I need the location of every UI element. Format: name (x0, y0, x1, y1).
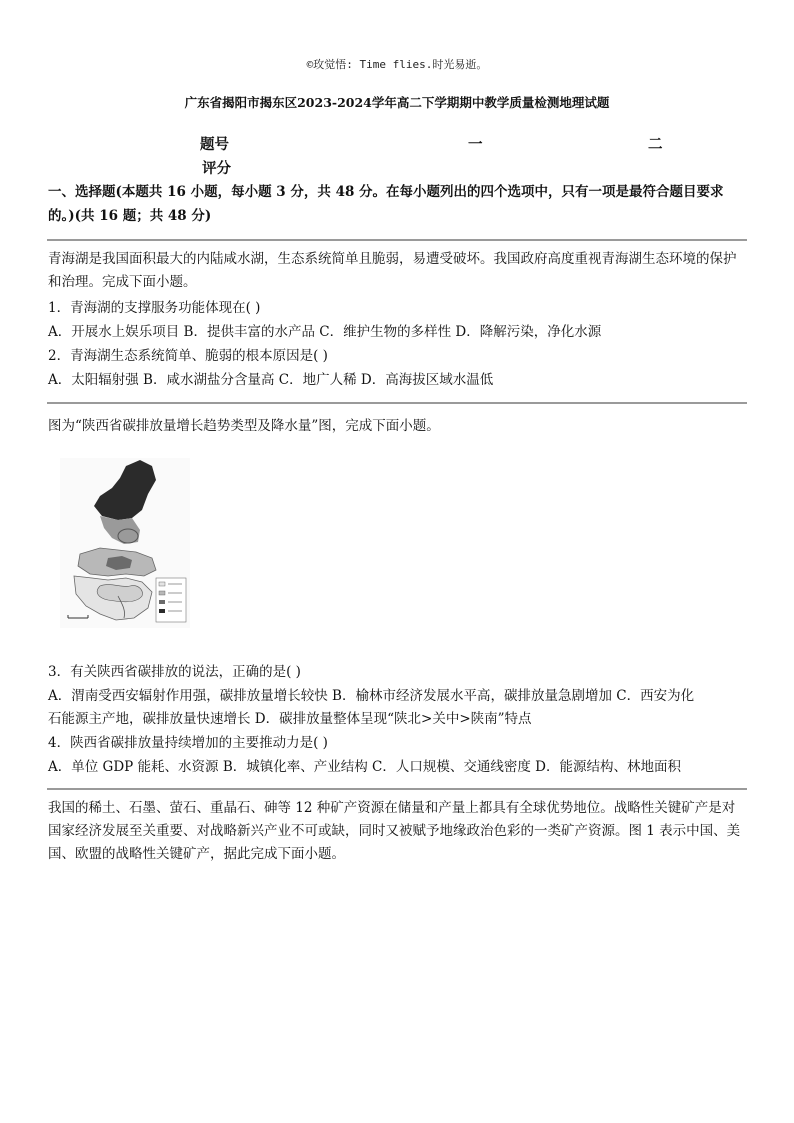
question-1-options: A．开展水上娱乐项目 B．提供丰富的水产品 C．维护生物的多样性 D．降解污染，净化水源 (48, 324, 602, 340)
question-3: 3．有关陕西省碳排放的说法，正确的是( ) (48, 664, 301, 680)
question-4-options: A．单位 GDP 能耗、水资源 B．城镇化率、产业结构 C．人口规模、交通线密度 D．能源结构、林地面积 (48, 759, 681, 775)
question-1: 1．青海湖的支撑服务功能体现在( ) (48, 300, 261, 316)
score-table-label-question: 题号 (200, 136, 229, 153)
question-4: 4．陕西省碳排放量持续增加的主要推动力是( ) (48, 735, 328, 751)
question-3-options: A．渭南受西安辐射作用强，碳排放量增长较快 B．榆林市经济发展水平高，碳排放量急剧增加 C．西安为化 (48, 688, 695, 704)
score-table-col-1: 一 (468, 136, 483, 153)
shaanxi-map-image (60, 458, 190, 628)
question-stem: 图为“陕西省碳排放量增长趋势类型及降水量”图，完成下面小题。 (48, 418, 440, 434)
question-2: 2．青海湖生态系统简单、脆弱的根本原因是( ) (48, 348, 328, 364)
divider (47, 788, 747, 790)
question-stem: 我国的稀土、石墨、萤石、重晶石、砷等 12 种矿产资源在储量和产量上都具有全球优势地位。战略性关键矿产是对国家经济发展至关重要、对战略新兴产业不可或缺，同时又被赋予地缘政治色彩的一类矿产资源。图 1 表示中国、美国、欧盟的战略性关键矿产，据此完成下面小题。 (48, 800, 741, 862)
section-heading: 一、选择题(本题共 16 小题，每小题 3 分，共 48 分。在每小题列出的四个选项中，只有一项是最符合题目要求的。)(共 16 题；共 48 分) (48, 184, 724, 224)
divider (47, 402, 747, 404)
document-title: 广东省揭阳市揭东区2023-2024学年高二下学期期中教学质量检测地理试题 (184, 95, 610, 110)
question-stem: 青海湖是我国面积最大的内陆咸水湖，生态系统简单且脆弱，易遭受破坏。我国政府高度重视青海湖生态环境的保护和治理。完成下面小题。 (48, 251, 737, 290)
divider (47, 239, 747, 241)
score-table-label-score: 评分 (202, 160, 231, 177)
watermark: ©玫觉悟: Time flies.时光易逝。 (306, 58, 488, 71)
question-3-options-continued: 石能源主产地，碳排放量快速增长 D．碳排放量整体呈现“陕北>关中>陕南”特点 (48, 711, 532, 727)
score-table-col-2: 二 (648, 136, 663, 153)
question-2-options: A．太阳辐射强 B．咸水湖盐分含量高 C．地广人稀 D．高海拔区域水温低 (48, 372, 494, 388)
